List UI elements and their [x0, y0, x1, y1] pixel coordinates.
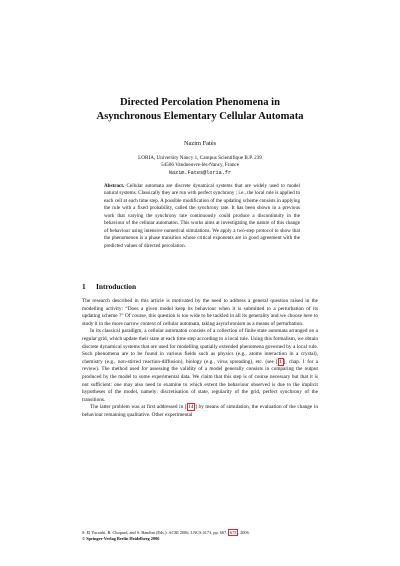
section-heading: [82, 282, 136, 291]
paragraph-1: The research described in this article is motivated by the need to address a general question raised in the modelling activity: “Does a given model keep its behaviour when it is submitted to a perturbation of its updating scheme ?” Of course, this question is too wide to be tackled in all its generality and we choose here to study it in the more narrow context of cellular automata, taking asynchronism as a means of perturbation.: [82, 298, 318, 327]
paragraph-3: The latter problem was at first addressed in [ 14 ] by means of simulation, the evaluation of the change in behaviour remaining qualitative. Other experimental: [82, 404, 318, 418]
abstract: [104, 183, 300, 250]
citation-line-b: , 2006.: [237, 530, 250, 535]
page-end-link[interactable]: 675: [229, 530, 237, 535]
page-footer: [82, 530, 318, 542]
paragraph-2: In its classical paradigm, a cellular automaton consists of a collection of finite state automata arranged on a regular grid, which update their state at each time step according to a local rule. Using this formalism, we obtain discrete dynamical systems that are used for modelling spatially extended phenomena governed by a local rule. Such phenomena are to be found in various fields such as physics (e.g., atoms interaction in a crystal), chemistry (e.g., non-stirred reaction-diffusion), biology (e.g., virus spreading), etc. (see [ 1 ], chap. 1 for a review). The method used for assessing the validity of a model generally consists in comparing the output produced by the model to some experimental data. We claim that this step is of course necessary but that it is not sufficient: one may also need to examine to which extent the behaviour observed is due to the implicit hypotheses of the model, namely: discretisation of state, regularity of the grid, perfect synchrony of the transitions.: [82, 328, 318, 403]
citation-line-a: S. El Yacoubi, B. Chopard, and S. Bandini (Eds.): ACRI 2006, LNCS 4173, pp. 667–: [82, 530, 229, 535]
affiliation-line-1: LORIA, University Nancy 1, Campus Scientifique B.P. 239: [138, 155, 262, 161]
title-line-2: Asynchronous Elementary Cellular Automata: [96, 111, 304, 122]
citation-link-14[interactable]: 14: [188, 404, 194, 411]
section-number: 1: [82, 282, 86, 291]
title-line-1: Directed Percolation Phenomena in: [120, 97, 280, 108]
abstract-label: Abstract.: [104, 183, 125, 189]
section-title: Introduction: [96, 282, 137, 291]
author-email[interactable]: Nazim.Fates@loria.fr: [168, 169, 232, 176]
affiliation: [60, 155, 340, 177]
paper-title: [40, 96, 360, 124]
affiliation-line-2: 54506 Vandoeuvre-lès-Nancy, France: [160, 162, 240, 169]
citation-link-1[interactable]: 1: [279, 358, 283, 365]
copyright-line: © Springer-Verlag Berlin Heidelberg 2006: [82, 536, 160, 541]
paragraph-3-part-b: by means of simulation, the evaluation of the change in behaviour remaining qualitative. Other experimental: [82, 404, 318, 418]
section-body: [82, 298, 318, 420]
author-name: Nazim Fatès: [183, 140, 217, 147]
paragraph-2-part-b: , chap. 1 for a review). The method used for assessing the validity of a model generally consists in comparing the output produced by the model to some experimental data. We claim that this step is of course necessary but that it is not sufficient: one may also need to examine to which extent the behaviour observed is due to the implicit hypotheses of the model, namely: discretisation of state, regularity of the grid, perfect synchrony of the transitions.: [82, 358, 318, 403]
abstract-text: Cellular automata are discrete dynamical systems that are widely used to model natural systems. Classically they are run with perfect synchrony ; i.e., the local rule is applied to each cell at each time step. A possible modification of the updating scheme consists in applying the rule with a fixed probability, called the synchrony rate. It has been shown in a previous work that varying the synchrony rate continuously could produce a discontinuity in the behaviour of the cellular automaton. This works aims at investigating the nature of this change of behaviour using intensive numerical simulations. We apply a two-step protocol to show that the phenomenon is a phase transition whose critical exponents are in good agreement with the predicted values of directed percolation.: [104, 183, 300, 249]
paragraph-2-part-a: In its classical paradigm, a cellular automaton consists of a collection of finite state automata arranged on a regular grid, which update their state at each time step according to a local rule. Using this formalism, we obtain discrete dynamical systems that are used for modelling spatially extended phenomena governed by a local rule. Such phenomena are to be found in various fields such as physics (e.g., atoms interaction in a crystal), chemistry (e.g., non-stirred reaction-diffusion), biology (e.g., virus spreading), etc. (see: [82, 328, 318, 365]
paragraph-3-part-a: The latter problem was at first addressed in: [90, 404, 185, 411]
